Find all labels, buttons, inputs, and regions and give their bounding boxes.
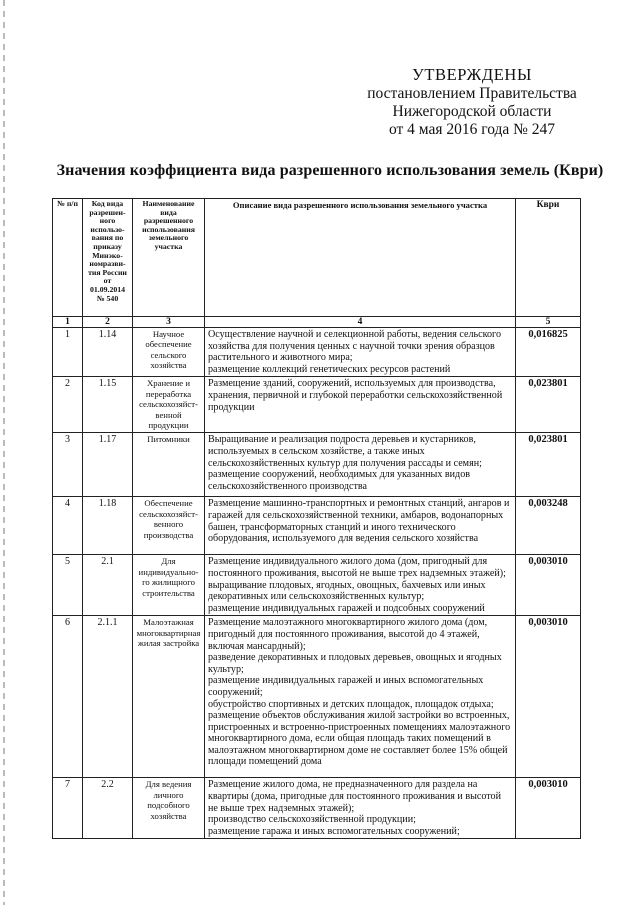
table-header-row [53,199,581,317]
row-number: 3 [53,433,83,497]
approval-line-2: Нижегородской области [392,103,552,120]
row-description [205,433,516,497]
approval-line-3: от 4 мая 2016 года № 247 [388,121,556,138]
description-line: размещение коллекций генетических ресурсов растений [208,363,451,375]
description-line: Размещение машинно-транспортных и ремонтных станций, ангаров и гаражей для сельскохозяйственной техники, амбаров, водонапорных башен, трансформаторных станций и иного технического оборудования, используемого для ведения сельского хозяйства [208,498,510,545]
row-name: Для ведения личного подсобного хозяйства [133,778,205,839]
column-number: 2 [83,317,133,328]
description-line: выращивание плодовых, ягодных, овощных, бахчевых или иных декоративных или сельскохозяйственных культур; [208,579,486,603]
row-code: 2.1 [83,555,133,616]
scan-edge [3,0,5,905]
column-number: 4 [205,317,516,328]
row-number: 5 [53,555,83,616]
description-line: производство сельскохозяйственной продукции; [208,814,416,826]
description-line: разведение декоративных и плодовых деревьев, овощных и ягодных культур; [208,652,502,675]
description-line: Выращивание и реализация подроста деревьев и кустарников, используемых в сельском хозяйстве, а также иных сельскохозяйственных культур для получения рассады и семян; [208,434,482,469]
row-number: 4 [53,497,83,555]
description-line: размещение гаража и иных вспомогательных сооружений; [208,825,460,837]
approval-stamp [352,66,592,139]
row-number: 1 [53,328,83,377]
row-name: Научное обеспечение сельского хозяйства [133,328,205,377]
row-coefficient: 0,023801 [516,433,581,497]
row-code: 1.15 [83,377,133,433]
row-name: Для индивидуально- го жилищного строительства [133,555,205,616]
table-row [53,433,581,497]
column-number: 1 [53,317,83,328]
row-code: 1.14 [83,328,133,377]
description-line: Размещение зданий, сооружений, используемых для производства, хранения, первичной и глубокой переработки сельскохозяйственной продукции [208,378,503,413]
column-number: 5 [516,317,581,328]
column-number: 3 [133,317,205,328]
row-name: Питомники [133,433,205,497]
row-description [205,616,516,778]
description-line: Размещение индивидуального жилого дома (дом, пригодный для постоянного проживания, высотой не выше трех надземных этажей); [208,556,506,579]
row-coefficient: 0,003248 [516,497,581,555]
row-name: Хранение и переработка сельскохозяйст- венной продукции [133,377,205,433]
row-coefficient: 0,016825 [516,328,581,377]
header-name: Наименование вида разрешенного использования земельного участка [133,199,205,317]
table-row [53,555,581,616]
row-description [205,778,516,839]
description-line: размещение сооружений, необходимых для указанных видов сельскохозяйственного производства [208,469,471,492]
row-coefficient: 0,023801 [516,377,581,433]
table-row [53,616,581,778]
row-code: 1.17 [83,433,133,497]
description-line: размещение индивидуальных гаражей и иных вспомогательных сооружений; [208,675,484,698]
description-line: Размещение малоэтажного многоквартирного жилого дома (дом, пригодный для постоянного проживания, высотой до 4 этажей, включая мансардный); [208,617,488,652]
header-coefficient: Кври [516,199,581,317]
row-description [205,377,516,433]
row-name: Малоэтажная многоквартирная жилая застройка [133,616,205,778]
row-code: 1.18 [83,497,133,555]
row-name: Обеспечение сельскохозяйст- венного производства [133,497,205,555]
document-title: Значения коэффициента вида разрешенного использования земель (Кври) [56,162,604,179]
row-description [205,328,516,377]
row-coefficient: 0,003010 [516,616,581,778]
description-line: Осуществление научной и селекционной работы, ведения сельского хозяйства для получения ценных с научной точки зрения образцов растительного и животного мира; [208,329,501,364]
column-numbers-row [53,317,581,328]
row-code: 2.2 [83,778,133,839]
description-line: Размещение жилого дома, не предназначенного для раздела на квартиры (дома, пригодные для постоянного проживания и высотой не выше трех надземных этажей); [208,779,502,814]
row-code: 2.1.1 [83,616,133,778]
row-coefficient: 0,003010 [516,778,581,839]
row-description [205,555,516,616]
approval-heading: УТВЕРЖДЕНЫ [412,65,532,84]
table-row [53,328,581,377]
header-code: Код вида разрешен- ного использо- вания по приказу Минэко- номразви- тия России от 01.09.2014 № 540 [83,199,133,317]
row-number: 6 [53,616,83,778]
table-row [53,778,581,839]
header-description: Описание вида разрешенного использования земельного участка [205,199,516,317]
description-line: размещение индивидуальных гаражей и подсобных сооружений [208,602,485,614]
row-description [205,497,516,555]
row-coefficient: 0,003010 [516,555,581,616]
approval-line-1: постановлением Правительства [367,85,577,102]
row-number: 7 [53,778,83,839]
description-line: размещение объектов обслуживания жилой застройки во встроенных, пристроенных и встроенно-пристроенных помещениях малоэтажного многоквартирного дома, если общая площадь таких помещений в малоэтажном многоквартирном доме не составляет более 15% общей площади помещений дома [208,710,511,768]
description-line: обустройство спортивных и детских площадок, площадок отдыха; [208,698,494,710]
coefficients-table [52,198,581,839]
table-row [53,497,581,555]
table-row [53,377,581,433]
header-num: № п/п [53,199,83,317]
row-number: 2 [53,377,83,433]
